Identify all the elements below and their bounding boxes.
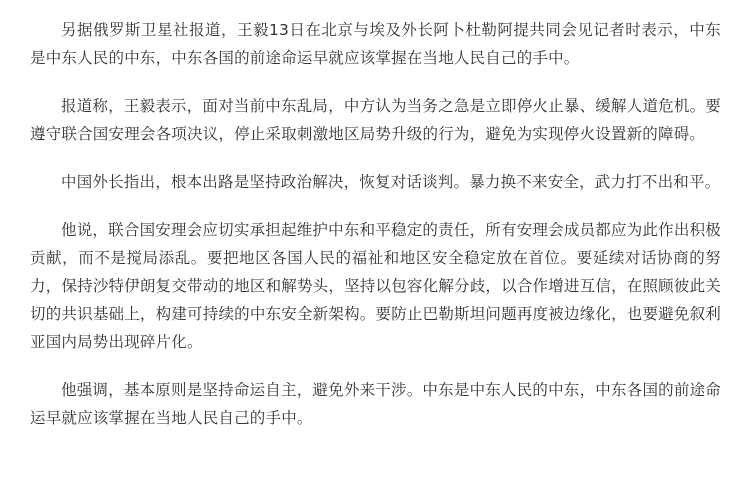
- article-paragraph-2: 报道称，王毅表示，面对当前中东乱局，中方认为当务之急是立即停火止暴、缓解人道危机。要遵守联合国安理会各项决议，停止采取刺激地区局势升级的行为，避免为实现停火设置新的障碍。: [30, 97, 721, 143]
- article-paragraph-4: 他说，联合国安理会应切实承担起维护中东和平稳定的责任，所有安理会成员都应为此作出积极贡献，而不是搅局添乱。要把地区各国人民的福祉和地区安全稳定放在首位。要延续对话协商的努力，保持沙特伊朗复交带动的地区和解势头，坚持以包容化解分歧，以合作增进互信，在照顾彼此关切的共识基础上，构建可持续的中东安全新架构。要防止巴勒斯坦问题再度被边缘化，也要避免叙利亚国内局势出现碎片化。: [30, 221, 721, 351]
- article-paragraph-5: 他强调，基本原则是坚持命运自主，避免外来干涉。中东是中东人民的中东，中东各国的前途命运早就应该掌握在当地人民自己的手中。: [30, 381, 721, 427]
- article-paragraph-3: 中国外长指出，根本出路是坚持政治解决，恢复对话谈判。暴力换不来安全，武力打不出和平。: [61, 173, 721, 191]
- article-paragraph-1: 另据俄罗斯卫星社报道，王毅13日在北京与埃及外长阿卜杜勒阿提共同会见记者时表示，中东是中东人民的中东，中东各国的前途命运早就应该掌握在当地人民自己的手中。: [30, 21, 721, 67]
